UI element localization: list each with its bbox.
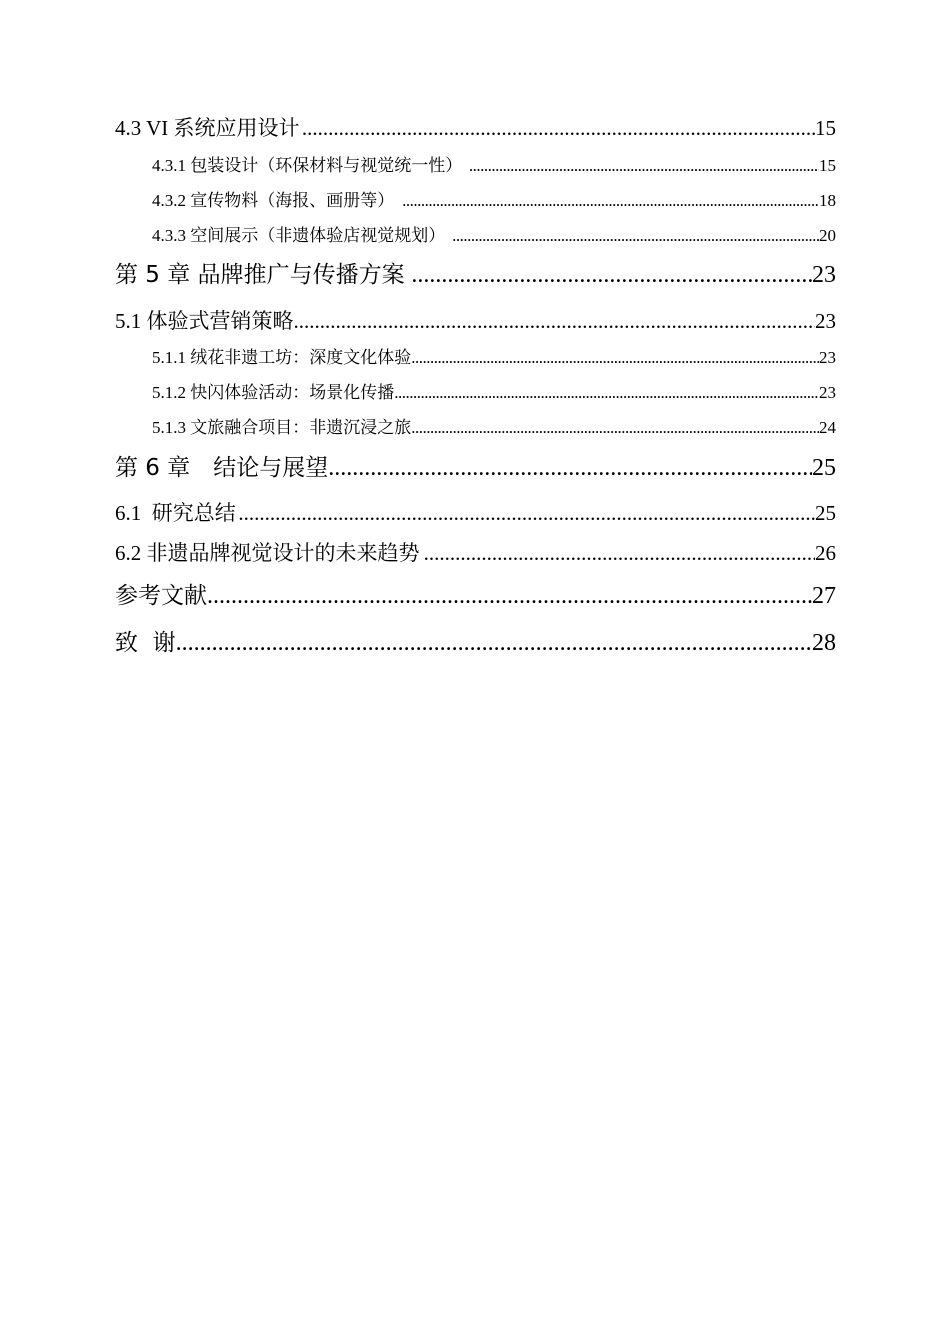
toc-leader-dots [238,500,815,526]
toc-entry[interactable] [152,417,836,439]
toc-leader-dots [424,540,815,566]
toc-entry[interactable] [152,382,836,404]
toc-entry[interactable] [115,540,836,566]
toc-leader-dots [328,453,812,483]
toc-entry-title: 4.3.1 包装设计（环保材料与视觉统一性） [152,156,463,175]
toc-chapter-entry[interactable] [115,628,836,658]
toc-leader-dots [207,581,812,611]
toc-entry-title: 5.1.1 绒花非遗工坊：深度文化体验 [152,348,412,367]
toc-page-number: 27 [812,583,836,609]
toc-leader-dots [394,382,819,404]
toc-leader-dots [411,260,812,290]
toc-page-number: 15 [819,156,836,175]
toc-leader-dots [452,225,819,247]
toc-chapter-entry[interactable] [115,260,836,290]
toc-entry-title: 6.1 研究总结 [115,501,236,525]
toc-entry-title: 致 谢 [115,630,176,656]
toc-page-number: 25 [812,455,836,481]
toc-entry[interactable] [115,115,836,141]
toc-leader-dots [469,155,819,177]
toc-page-number: 23 [819,383,836,402]
toc-entry[interactable] [152,347,836,369]
toc-chapter-entry[interactable] [115,581,836,611]
toc-entry-title: 5.1.3 文旅融合项目：非遗沉浸之旅 [152,418,412,437]
toc-page-number: 24 [819,418,836,437]
toc-leader-dots [411,347,819,369]
toc-page-number: 15 [815,116,836,140]
toc-entry[interactable] [152,190,836,212]
toc-page-number: 26 [815,541,836,565]
toc-leader-dots [176,628,812,658]
toc-entry-title: 4.3.2 宣传物料（海报、画册等） [152,191,395,210]
toc-entry-title: 4.3.3 空间展示（非遗体验店视觉规划） [152,226,446,245]
toc-page-number: 28 [812,630,836,656]
toc-entry-title: 6.2 非遗品牌视觉设计的未来趋势 [115,541,420,565]
toc-entry-title: 4.3 VI 系统应用设计 [115,116,300,140]
toc-entry[interactable] [152,225,836,247]
toc-leader-dots [411,417,819,439]
toc-entry-title: 第 6 章 结论与展望 [115,455,329,481]
toc-entry-title: 5.1 体验式营销策略 [115,309,294,333]
toc-leader-dots [294,308,816,334]
toc-entry-title: 第 5 章 品牌推广与传播方案 [115,262,405,288]
toc-page-number: 23 [815,309,836,333]
toc-page-number: 23 [812,262,836,288]
toc-page-number: 20 [819,226,836,245]
toc-entry[interactable] [115,500,836,526]
toc-page-number: 25 [815,501,836,525]
toc-page-number: 18 [819,191,836,210]
toc-entry-title: 参考文献 [115,583,207,609]
toc-page-number: 23 [819,348,836,367]
toc-leader-dots [402,190,819,212]
toc-entry-title: 5.1.2 快闪体验活动：场景化传播 [152,383,395,402]
toc-leader-dots [302,115,815,141]
toc-entry[interactable] [152,155,836,177]
toc-chapter-entry[interactable] [115,453,836,483]
toc-entry[interactable] [115,308,836,334]
